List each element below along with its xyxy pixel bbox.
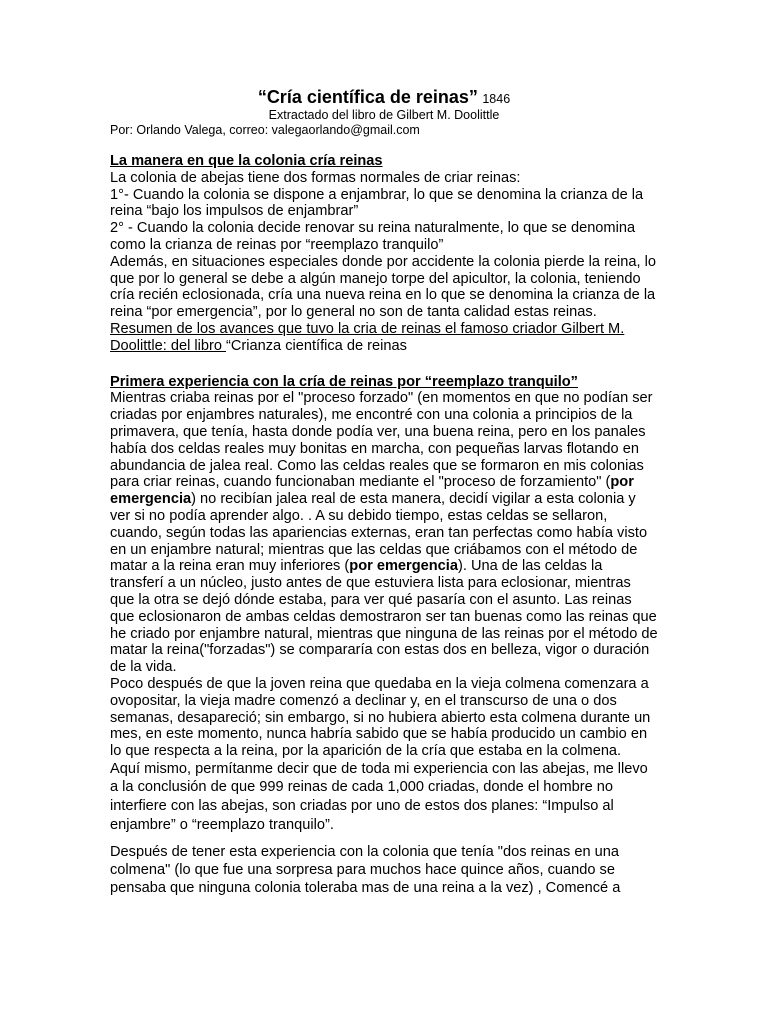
paragraph: Poco después de que la joven reina que quedaba en la vieja colmena comenzara a ovopositar, la vieja madre comenzó a declinar y, en el transcurso de una o dos semanas, desapareció; sin embargo, si no hubiera abierto esta colmena durante un mes, en este momento, nunca habría sabido que se había producido un cambio en lo que respecta a la reina, por la aparición de la cría que estaba en la colmena. bbox=[110, 675, 651, 760]
paragraph: La colonia de abejas tiene dos formas normales de criar reinas: bbox=[110, 169, 521, 186]
section-heading: Primera experiencia con la cría de reinas por “reemplazo tranquilo” bbox=[110, 373, 578, 390]
paragraph: Aquí mismo, permítanme decir que de toda mi experiencia con las abejas, me llevo a la conclusión de que 999 reinas de cada 1,000 criadas, donde el hombre no interfiere con las abejas, son criadas por uno de estos dos planes: “Impulso al enjambre” o “reemplazo tranquilo”. bbox=[110, 760, 648, 833]
bold-text: por emergencia bbox=[349, 558, 458, 575]
text-run: ). Una de las celdas la transferí a un núcleo, justo antes de que estuviera lista para eclosionar, mientras que la otra se dejó dónde estaba, para ver qué pasaría con el asunto. Las reinas que eclosionaron de ambas celdas demostraron ser tan buenas como las reinas que he criado por enjambre natural, mientras que ninguna de las reinas por el método de matar la reina("forzadas") se compararía con estas dos en belleza, vigor o duración de la vida. bbox=[110, 558, 658, 676]
document-page bbox=[110, 88, 658, 898]
summary-text: “Crianza científica de reinas bbox=[226, 337, 407, 354]
text-run: ) no recibían jalea real de esta manera, decidí vigilar a esta colonia y ver si no podía aprender algo. . A su debido tiempo, estas celdas se sellaron, cuando, según todas las apariencias externas, eran tan perfectas como había visto en un enjambre natural; mientras que las celdas que criábamos con el método de matar a la reina eran muy inferiores ( bbox=[110, 491, 648, 575]
document-title: “Cría científica de reinas” bbox=[257, 87, 478, 107]
document-subtitle: Extractado del libro de Gilbert M. Doolittle bbox=[268, 108, 500, 122]
paragraph bbox=[110, 390, 658, 676]
paragraph: Además, en situaciones especiales donde por accidente la colonia pierde la reina, lo que por lo general se debe a algún manejo torpe del apicultor, la colonia, teniendo cría recién eclosionada, cría una nueva reina en lo que se denomina la crianza de la reina “por emergencia”, por lo general no son de tanta calidad estas reinas. bbox=[110, 253, 656, 321]
summary-underlined-text: Resumen de los avances que tuvo la cria de reinas el famoso criador Gilbert M. Doolittle: del libro bbox=[110, 320, 625, 354]
summary-paragraph bbox=[110, 321, 658, 355]
spacer bbox=[110, 355, 658, 374]
document-body bbox=[110, 153, 658, 898]
list-item: 2° - Cuando la colonia decide renovar su reina naturalmente, lo que se denomina como la crianza de reinas por “reemplazo tranquilo” bbox=[110, 220, 636, 253]
text-run: Mientras criaba reinas por el "proceso forzado" (en momentos en que no podían ser criadas por enjambres naturales), me encontré con una colonia a principios de la primavera, que tenía, hasta donde podía ver, una buena reina, pero en los panales había dos celdas reales muy bonitas en marcha, con pequeñas larvas flotando en abundancia de jalea real. Como las celdas reales que se formaron en mis colonias para criar reinas, cuando funcionaban mediante el "proceso de forzamiento" ( bbox=[110, 390, 653, 491]
document-author: Por: Orlando Valega, correo: valegaorlando@gmail.com bbox=[110, 123, 420, 137]
section-heading: La manera en que la colonia cría reinas bbox=[110, 153, 383, 169]
document-year: 1846 bbox=[482, 92, 511, 106]
title-line bbox=[110, 88, 658, 108]
spacer bbox=[110, 834, 658, 844]
bold-text: por emergencia bbox=[110, 474, 634, 508]
paragraph: Después de tener esta experiencia con la colonia que tenía "dos reinas en una colmena" (lo que fue una sorpresa para muchos hace quince años, cuando se pensaba que ninguna colonia toleraba mas de una reina a la vez) , Comencé a bbox=[110, 844, 621, 896]
list-item: 1°- Cuando la colonia se dispone a enjambrar, lo que se denomina la crianza de la reina “bajo los impulsos de enjambrar” bbox=[110, 186, 644, 220]
